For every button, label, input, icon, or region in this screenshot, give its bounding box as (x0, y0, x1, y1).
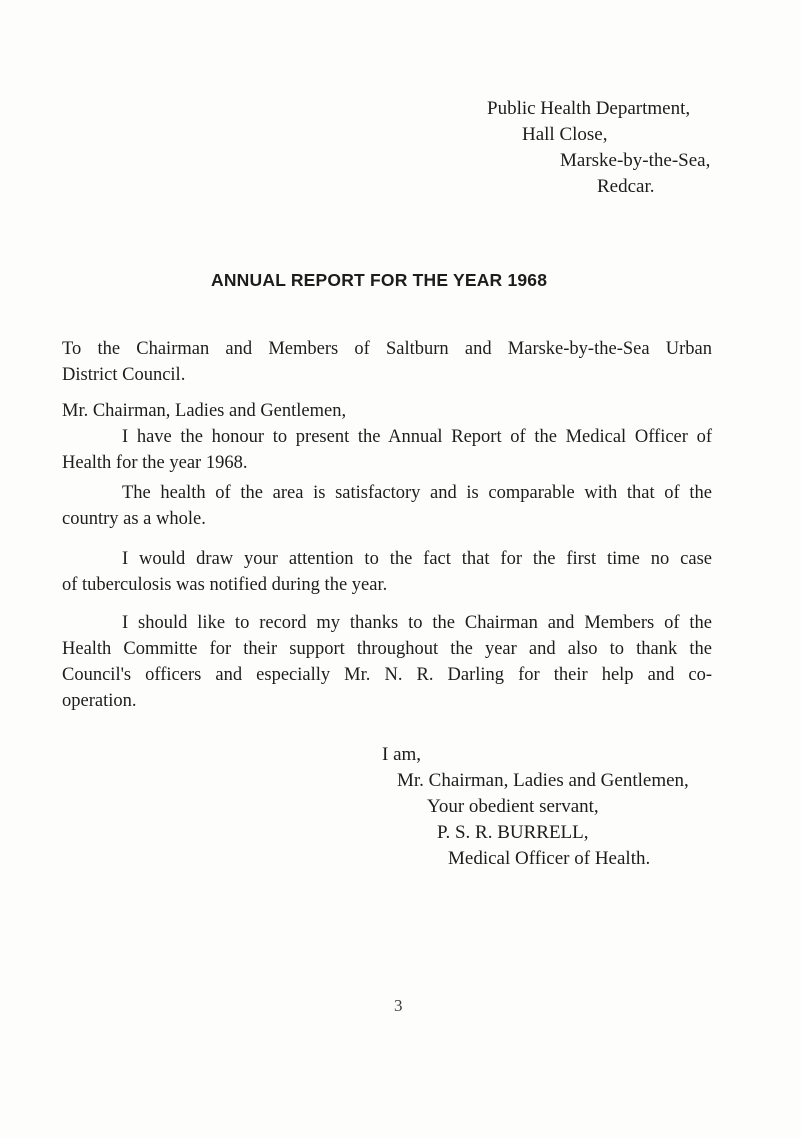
paragraph-4-line-3: Council's officers and especially Mr. N. R. Darling for their help and co- (62, 665, 712, 685)
paragraph-1-line-2: Health for the year 1968. (62, 453, 248, 473)
paragraph-1-line-1-text: I have the honour to present the Annual Report of the Medical Officer of (122, 427, 712, 447)
addressee (62, 336, 712, 388)
closing-line-1: I am, (382, 744, 422, 765)
closing-line-3: Your obedient servant, (427, 796, 599, 817)
paragraph-4-line-1-text: I should like to record my thanks to the Chairman and Members of the (122, 613, 712, 633)
paragraph-1 (62, 424, 712, 476)
salutation-block (62, 398, 712, 424)
report-title: ANNUAL REPORT FOR THE YEAR 1968 (211, 270, 548, 290)
paragraph-2-line-1-text: The health of the area is satisfactory and is comparable with that of the (122, 483, 712, 503)
address-line-1: Public Health Department, (487, 98, 691, 119)
paragraph-4-line-4: operation. (62, 691, 137, 711)
addressee-line-1: To the Chairman and Members of Saltburn and Marske-by-the-Sea Urban (62, 339, 712, 359)
salutation: Mr. Chairman, Ladies and Gentlemen, (62, 401, 347, 421)
signatory-title: Medical Officer of Health. (448, 848, 651, 869)
address-line-2: Hall Close, (522, 124, 608, 145)
signatory-name: P. S. R. BURRELL, (437, 822, 589, 843)
address-line-3: Marske-by-the-Sea, (560, 150, 711, 171)
paragraph-3-line-1-text: I would draw your attention to the fact that for the first time no case (122, 549, 712, 569)
addressee-line-2: District Council. (62, 365, 186, 385)
paragraph-2-line-1 (62, 480, 712, 506)
closing-line-2: Mr. Chairman, Ladies and Gentlemen, (397, 770, 689, 791)
paragraph-4 (62, 610, 712, 714)
paragraph-2-line-2: country as a whole. (62, 509, 206, 529)
paragraph-2 (62, 480, 712, 532)
paragraph-4-line-1 (62, 610, 712, 636)
address-line-4: Redcar. (597, 176, 655, 197)
paragraph-1-line-1 (62, 424, 712, 450)
paragraph-3 (62, 546, 712, 598)
paragraph-4-line-2: Health Committe for their support throughout the year and also to thank the (62, 639, 712, 659)
paragraph-3-line-1 (62, 546, 712, 572)
page-number: 3 (394, 996, 403, 1015)
paragraph-3-line-2: of tuberculosis was notified during the year. (62, 575, 388, 595)
